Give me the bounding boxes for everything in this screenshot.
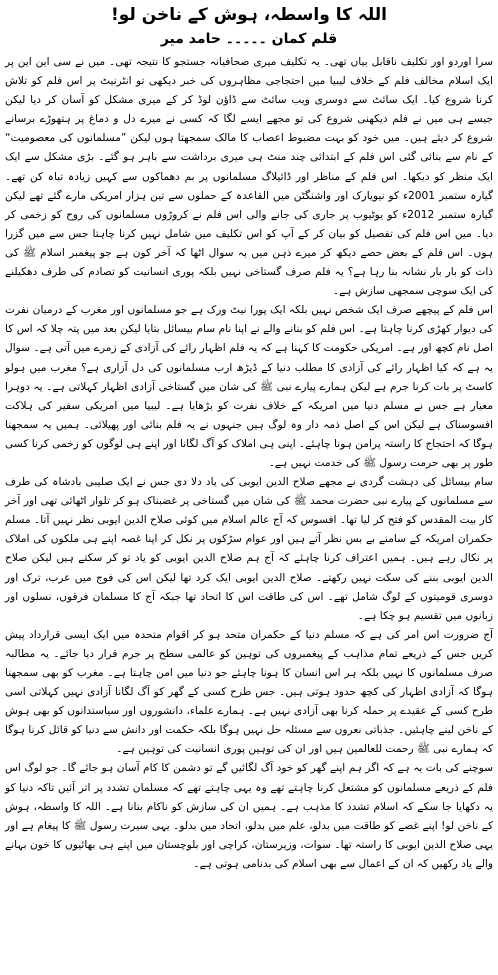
article-body xyxy=(5,53,493,874)
column-headline: اللہ کا واسطہ، ہوش کے ناخن لو! xyxy=(110,5,388,25)
article-paragraph: سام بیسائل کی دہشت گردی نے مجھے صلاح الدین ایوبی کی یاد دلا دی جس نے ایک صلیبی بادشاہ کی طرف سے مسلمانوں کے پیارے نبی حضرت محمد ﷺ کی شان میں گستاخی پر غضبناک ہو کر تلوار اٹھائی تھی اور آخر کار بیت المقدس کو فتح کر لیا تھا۔ افسوس کہ آج عالم اسلام میں کوئی صلاح الدین ایوبی نظر نہیں آتا۔ مسلم حکمران امریکہ کے سامنے بے بس نظر آتے ہیں اور عوام سڑکوں پر نکل کر اپنا غصہ اپنے ہی ملکوں کی املاک پر نکال رہے ہیں۔ ہمیں اعتراف کرنا چاہئے کہ آج ہم صلاح الدین ایوبی کو یاد تو کر سکتے ہیں لیکن صلاح الدین ایوبی بننے کی سکت نہیں رکھتے۔ صلاح الدین ایوبی ایک کرد تھا لیکن اس کی فوج میں عرب، ترک اور دوسری قومیتوں کے لوگ شامل تھے۔ اس کی طاقت اس کا اتحاد تھا جبکہ آج کا مسلمان فرقوں، نسلوں اور زبانوں میں تقسیم ہو چکا ہے۔ xyxy=(5,476,493,622)
article-paragraph: سوچنے کی بات یہ ہے کہ اگر ہم اپنے گھر کو خود آگ لگائیں گے تو دشمن کا کام آسان ہو جائے گا۔ جو لوگ اس فلم کے ذریعے مسلمانوں کو مشتعل کرنا چاہتے تھے وہ یہی چاہتے تھے کہ مسلمان تشدد پر اتر آئیں تاکہ دنیا کو یہ دکھایا جا سکے کہ اسلام تشدد کا مذہب ہے۔ ہمیں ان کی سازش کو ناکام بنانا ہے۔ اللہ کا واسطہ، ہوش کے ناخن لو! اپنے غصے کو طاقت میں بدلو، علم میں بدلو، اتحاد میں بدلو۔ یہی سیرت رسول ﷺ کا پیغام ہے اور یہی صلاح الدین ایوبی کا راستہ تھا۔ سوات، وزیرستان، کراچی اور بلوچستان میں اپنے ہی بھائیوں کا خون بہانے والے یاد رکھیں کہ ان کے اعمال سے بھی اسلام کی بدنامی ہوتی ہے۔ xyxy=(5,762,493,870)
column-byline: قلم کمان ۔۔۔۔۔ حامد میر xyxy=(160,31,338,47)
article-paragraph: آج ضرورت اس امر کی ہے کہ مسلم دنیا کے حکمران متحد ہو کر اقوام متحدہ میں ایک ایسی قرارداد پیش کریں جس کے ذریعے تمام مذاہب کے پیغمبروں کی توہین کو عالمی سطح پر جرم قرار دیا جائے۔ یہ مطالبہ صرف مسلمانوں کا نہیں بلکہ ہر اس انسان کا ہونا چاہئے جو دنیا میں امن چاہتا ہے۔ مغرب کو بھی سمجھنا ہوگا کہ آزادی اظہار کی کچھ حدود ہوتی ہیں۔ جس طرح کسی کے گھر کو آگ لگانا آزادی نہیں کہلاتی اسی طرح کسی کے عقیدے پر حملہ کرنا بھی آزادی نہیں ہے۔ ہمارے علماء، دانشوروں اور سیاستدانوں کو بھی ہوش کے ناخن لینے چاہئیں۔ جذباتی نعروں سے مسئلہ حل نہیں ہوگا بلکہ حکمت اور دانش سے دنیا کو قائل کرنا ہوگا کہ ہمارے نبی ﷺ رحمت للعالمین ہیں اور ان کی توہین پوری انسانیت کی توہین ہے۔ xyxy=(5,628,493,756)
article-paragraph: اس فلم کے پیچھے صرف ایک شخص نہیں بلکہ ایک پورا نیٹ ورک ہے جو مسلمانوں اور مغرب کے درمیان نفرت کی دیوار کھڑی کرنا چاہتا ہے۔ اس فلم کو بنانے والے نے اپنا نام سام بیسائل بتایا لیکن بعد میں پتہ چلا کہ اس کا اصل نام کچھ اور ہے۔ امریکی حکومت کا کہنا ہے کہ یہ فلم اظہار رائے کی آزادی کے زمرے میں آتی ہے۔ سوال یہ ہے کہ کیا اظہار رائے کی آزادی کا مطلب دنیا کے ڈیڑھ ارب مسلمانوں کی دل آزاری ہے؟ مغرب میں ہولو کاسٹ پر بات کرنا جرم ہے لیکن ہمارے پیارے نبی ﷺ کی شان میں گستاخی آزادی اظہار کہلاتی ہے۔ یہ دوہرا معیار ہے جس نے مسلم دنیا میں امریکہ کے خلاف نفرت کو بڑھایا ہے۔ لیبیا میں امریکی سفیر کی ہلاکت افسوسناک ہے لیکن اس کے اصل ذمہ دار وہ لوگ ہیں جنہوں نے یہ فلم بنائی اور پھیلائی۔ ہمیں یہ سمجھنا ہوگا کہ احتجاج کا راستہ پرامن ہونا چاہئے۔ اپنی ہی املاک کو آگ لگانا اور اپنے ہی لوگوں کو زخمی کرنا کسی طور پر بھی حرمت رسول ﷺ کی خدمت نہیں ہے۔ xyxy=(5,304,493,469)
article-paragraph: سرا اوردو اور تکلیف ناقابل بیاں تھی۔ یہ تکلیف میری صحافیانہ جستجو کا نتیجہ تھی۔ میں نے سی این این پر ایک اسلام مخالف فلم کے خلاف لیبیا میں احتجاجی مظاہروں کی خبر دیکھی تو انٹرنیٹ پر اس فلم کو تلاش کرنا شروع کیا۔ ایک سائٹ سے دوسری ویب سائٹ سے ڈاؤن لوڈ کر کے میری مشکل کو آسان کر دیا لیکن جیسے ہی میں نے فلم دیکھنی شروع کی تو مجھے ایسے لگا کہ کسی نے میرے دل و دماغ پر ہتھوڑے برسانے شروع کر دیئے ہیں۔ میں خود کو بہت مضبوط اعصاب کا مالک سمجھتا ہوں لیکن ”مسلمانوں کی معصومیت“ کے نام سے بنائی گئی اس فلم کے ابتدائی چند منٹ ہی میری برداشت سے باہر ہو گئے۔ بڑی مشکل سے ایک ایک منظر کو دیکھا۔ اس فلم کے مناظر اور ڈائیلاگ مسلمانوں پر بم دھماکوں سے کہیں زیادہ تباہ کن تھے۔ گیارہ ستمبر 2001ء کو نیویارک اور واشنگٹن میں القاعدہ کے حملوں سے تین ہزار امریکی مارے گئے تھے لیکن گیارہ ستمبر 2012ء کو یوٹیوب پر جاری کی جانے والی اس فلم نے کروڑوں مسلمانوں کی روح کو زخمی کر دیا۔ میں اس فلم کی تفصیل کو بیان کر کے آپ کو اس تکلیف میں شامل نہیں کرنا چاہتا جس سے میں گزرا ہوں۔ اس فلم کے بعض حصے دیکھ کر میرے ذہن میں یہ سوال اٹھا کہ آخر کون ہے جو پیغمبر اسلام ﷺ کی ذات کو بار بار نشانہ بنا رہا ہے؟ یہ فلم صرف گستاخی نہیں بلکہ پوری انسانیت کو تصادم کی طرف دھکیلنے کی ایک سوچی سمجھی سازش ہے۔ xyxy=(5,56,494,298)
